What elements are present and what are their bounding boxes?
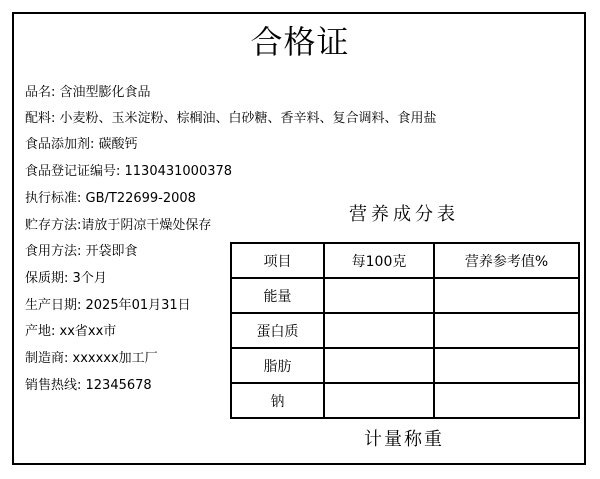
info-hotline: 销售热线: 12345678 — [25, 378, 152, 393]
info-standard: 执行标准: GB/T22699-2008 — [25, 191, 196, 206]
info-origin: 产地: xx省xx市 — [25, 324, 117, 339]
energy-nrv-cell — [434, 278, 579, 313]
info-production-date: 生产日期: 2025年01月31日 — [25, 298, 191, 313]
nutrition-table-title: 营养成分表 — [349, 204, 459, 225]
certificate-title: 合格证 — [250, 23, 350, 61]
row-label-energy: 能量 — [231, 278, 324, 313]
header-per-100g: 每100克 — [324, 243, 434, 278]
protein-per-100g-cell — [324, 313, 434, 348]
sodium-nrv-cell — [434, 383, 579, 418]
weight-label: 计量称重 — [364, 429, 444, 450]
sodium-per-100g-cell — [324, 383, 434, 418]
table-header-row — [231, 243, 579, 278]
row-label-sodium: 钠 — [231, 383, 324, 418]
header-item: 项目 — [231, 243, 324, 278]
row-label-fat: 脂肪 — [231, 348, 324, 383]
info-usage: 食用方法: 开袋即食 — [25, 244, 138, 259]
protein-nrv-cell — [434, 313, 579, 348]
table-row — [231, 383, 579, 418]
energy-per-100g-cell — [324, 278, 434, 313]
table-row — [231, 348, 579, 383]
info-shelf-life: 保质期: 3个月 — [25, 271, 107, 286]
info-registration-number: 食品登记证编号: 1130431000378 — [25, 164, 233, 179]
info-additives: 食品添加剂: 碳酸钙 — [25, 137, 138, 152]
info-product-name: 品名: 含油型膨化食品 — [25, 85, 151, 100]
header-nrv-percent: 营养参考值% — [434, 243, 579, 278]
info-manufacturer: 制造商: xxxxxx加工厂 — [25, 351, 158, 366]
info-storage: 贮存方法:请放于阴凉干燥处保存 — [25, 218, 212, 233]
row-label-protein: 蛋白质 — [231, 313, 324, 348]
fat-per-100g-cell — [324, 348, 434, 383]
fat-nrv-cell — [434, 348, 579, 383]
nutrition-table — [230, 242, 580, 419]
info-ingredients: 配料: 小麦粉、玉米淀粉、棕榈油、白砂糖、香辛料、复合调料、食用盐 — [25, 111, 437, 126]
table-row — [231, 278, 579, 313]
table-row — [231, 313, 579, 348]
